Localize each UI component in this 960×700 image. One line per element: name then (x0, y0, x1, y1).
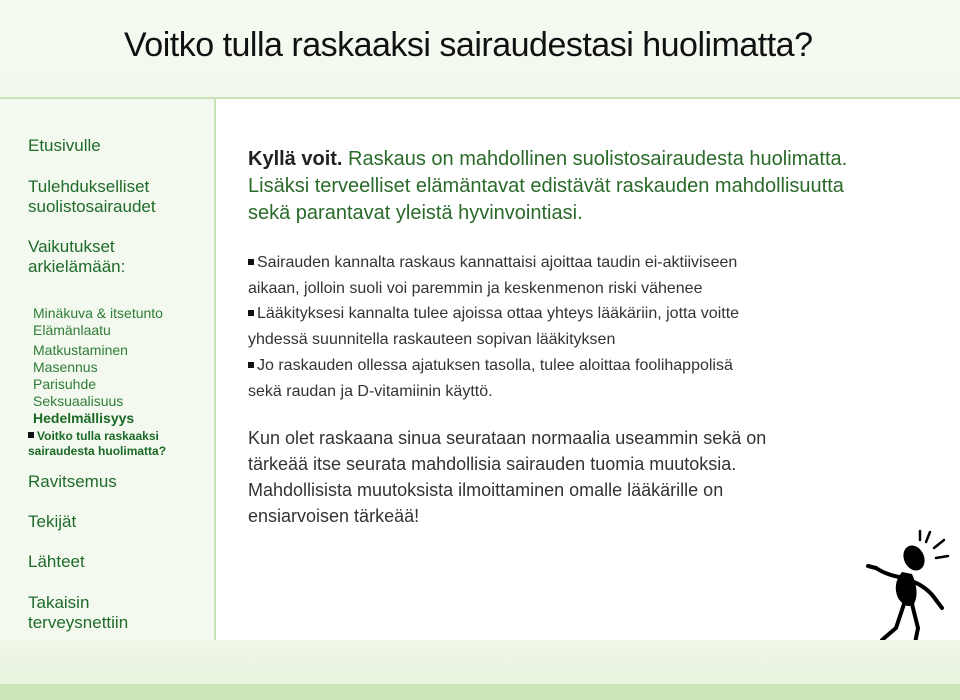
closing-line: tärkeää itse seurata mahdollisia sairauden tuomia muutoksia. (248, 454, 737, 475)
cartoon-figure-icon (862, 528, 954, 658)
sub-elamanlaatu[interactable]: Elämänlaatu (33, 322, 111, 338)
bullet-icon (248, 362, 254, 368)
main-content (248, 146, 888, 529)
lead-paragraph (248, 146, 888, 227)
nav-tulehdukselliset-line1: Tulehdukselliset (28, 177, 150, 196)
bullet-3-line2: sekä raudan ja D-vitamiinin käyttö. (248, 382, 493, 400)
sub-masennus[interactable]: Masennus (33, 359, 98, 375)
nav-tulehdukselliset-line2: suolistosairaudet (28, 197, 156, 216)
bullet-list (248, 250, 888, 404)
closing-paragraph (248, 425, 888, 529)
lead-bold: Kyllä voit. (248, 148, 343, 170)
bullet-3-line1: Jo raskauden ollessa ajatuksen tasolla, tulee aloittaa foolihappolisä (257, 356, 733, 374)
sub-hedelmallisyys[interactable]: Hedelmällisyys (33, 410, 135, 426)
bullet-icon (28, 432, 34, 438)
current-page-item (28, 429, 208, 459)
nav-takaisin-line1: Takaisin (28, 593, 90, 612)
nav-ravitsemus[interactable]: Ravitsemus (28, 472, 117, 491)
bullet-1-line1: Sairauden kannalta raskaus kannattaisi ajoittaa taudin ei-aktiiviseen (257, 254, 738, 271)
bullet-1-line2: aikaan, jolloin suoli voi paremmin ja keskenmenon riski vähenee (248, 279, 703, 297)
sub-seksuaalisuus[interactable]: Seksuaalisuus (33, 393, 124, 409)
nav-vaikutukset-line2: arkielämään: (28, 257, 126, 276)
nav-vaikutukset-line1: Vaikutukset (28, 237, 115, 256)
nav-takaisin-line2: terveysnettiin (28, 613, 129, 632)
sidebar-divider (214, 99, 216, 640)
current-line1: Voitko tulla raskaaksi (37, 429, 159, 443)
nav-lahteet[interactable]: Lähteet (28, 552, 85, 571)
bullet-2-line1: Lääkityksesi kannalta tulee ajoissa ottaa yhteys lääkäriin, jotta voitte (257, 305, 740, 323)
sub-parisuhde[interactable]: Parisuhde (33, 376, 97, 392)
nav-vaikutukset[interactable] (28, 237, 125, 277)
nav-takaisin[interactable] (28, 593, 128, 633)
page-title: Voitko tulla raskaaksi sairaudestasi huolimatta? (124, 26, 813, 64)
lead-text: Raskaus on mahdollinen suolistosairaudesta huolimatta. Lisäksi terveelliset elämäntavat edistävät raskauden mahdollisuutta sekä parantavat yleistä hyvinvointiasi. (248, 148, 848, 224)
bullet-icon (248, 259, 254, 265)
nav-etusivulle[interactable]: Etusivulle (28, 136, 101, 155)
bullet-2-line2: yhdessä suunnitella raskauteen sopivan lääkityksen (248, 331, 616, 349)
closing-line: Kun olet raskaana sinua seurataan normaalia useammin sekä on (248, 428, 767, 449)
closing-line: ensiarvoisen tärkeää! (248, 506, 420, 527)
current-line2: sairaudesta huolimatta? (28, 444, 167, 458)
nav-tulehdukselliset[interactable] (28, 177, 156, 217)
bullet-icon (248, 310, 254, 316)
footer-strip (0, 684, 960, 700)
nav-tekijat[interactable]: Tekijät (28, 512, 77, 531)
sub-minakuva[interactable]: Minäkuva & itsetunto (33, 305, 163, 321)
closing-line: Mahdollisista muutoksista ilmoittaminen omalle lääkärille on (248, 480, 724, 501)
sub-matkustaminen[interactable]: Matkustaminen (33, 342, 128, 358)
